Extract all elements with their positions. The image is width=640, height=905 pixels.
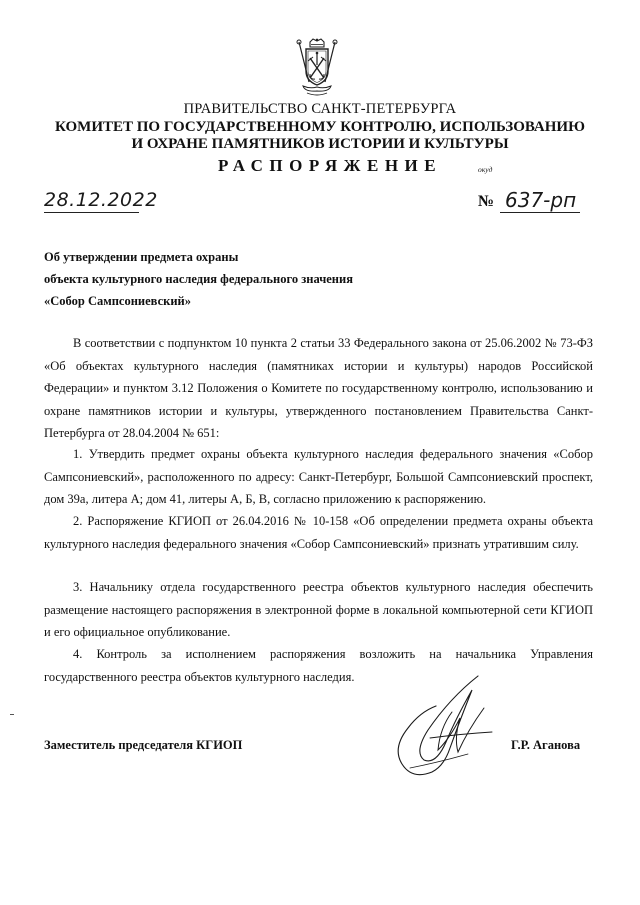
item-2-paragraph: 2. Распоряжение КГИОП от 26.04.2016 № 10-158 «Об определении предмета охраны объекта культурного наследия федерального значения «Собор Сампсониевский» признать утратившим силу. [44, 514, 593, 551]
committee-line-1: КОМИТЕТ ПО ГОСУДАРСТВЕННОМУ КОНТРОЛЮ, ИСПОЛЬЗОВАНИЮ [55, 119, 585, 135]
item-4-paragraph: 4. Контроль за исполнением распоряжения возложить на начальника Управления государственного реестра объектов культурного наследия. [44, 647, 593, 684]
number-sign: № [478, 193, 495, 210]
government-name: ПРАВИТЕЛЬСТВО САНКТ-ПЕТЕРБУРГА [183, 101, 457, 117]
document-number: 637-рп [505, 188, 577, 212]
subject-line-2: объекта культурного наследия федерального значения [44, 272, 353, 286]
document-type: РАСПОРЯЖЕНИЕ [218, 156, 443, 175]
date-underline [44, 212, 139, 213]
scan-mark [10, 714, 14, 715]
signatory-name: Г.Р. Аганова [511, 738, 581, 752]
handwritten-signature [380, 668, 505, 783]
subject-line-3: «Собор Сампсониевский» [44, 294, 191, 308]
signatory-position: Заместитель председателя КГИОП [44, 738, 243, 752]
number-underline [500, 212, 580, 213]
item-3-paragraph: 3. Начальнику отдела государственного реестра объектов культурного наследия обеспечить размещение настоящего распоряжения в электронной форме в локальной компьютерной сети КГИОП и его официальное опубликование. [44, 580, 593, 639]
preamble-paragraph: В соответствии с подпунктом 10 пункта 2 статьи 33 Федерального закона от 25.06.2002 № 73-ФЗ «Об объектах культурного наследия (памятниках истории и культуры) народов Российской Федерации» и пунктом 3.12 Положения о Комитете по государственному контролю, использованию и охране памятников истории и культуры, утвержденного постановлением Правительства Санкт-Петербурга от 28.04.2004 № 651: [44, 336, 593, 440]
item-1-paragraph: 1. Утвердить предмет охраны объекта культурного наследия федерального значения «Собор Сампсониевский», расположенного по адресу: Санкт-Петербург, Большой Сампсониевский проспект, дом 39а, литера А; дом 41, литеры А, Б, В, согласно приложению к распоряжению. [44, 447, 593, 506]
okud-label: окуд [478, 165, 493, 174]
coat-of-arms-icon [293, 38, 341, 98]
committee-name [0, 119, 640, 153]
committee-line-2: И ОХРАНЕ ПАМЯТНИКОВ ИСТОРИИ И КУЛЬТУРЫ [131, 136, 509, 152]
document-date: 28.12.2022 [44, 189, 158, 211]
subject-line-1: Об утверждении предмета охраны [44, 250, 239, 264]
